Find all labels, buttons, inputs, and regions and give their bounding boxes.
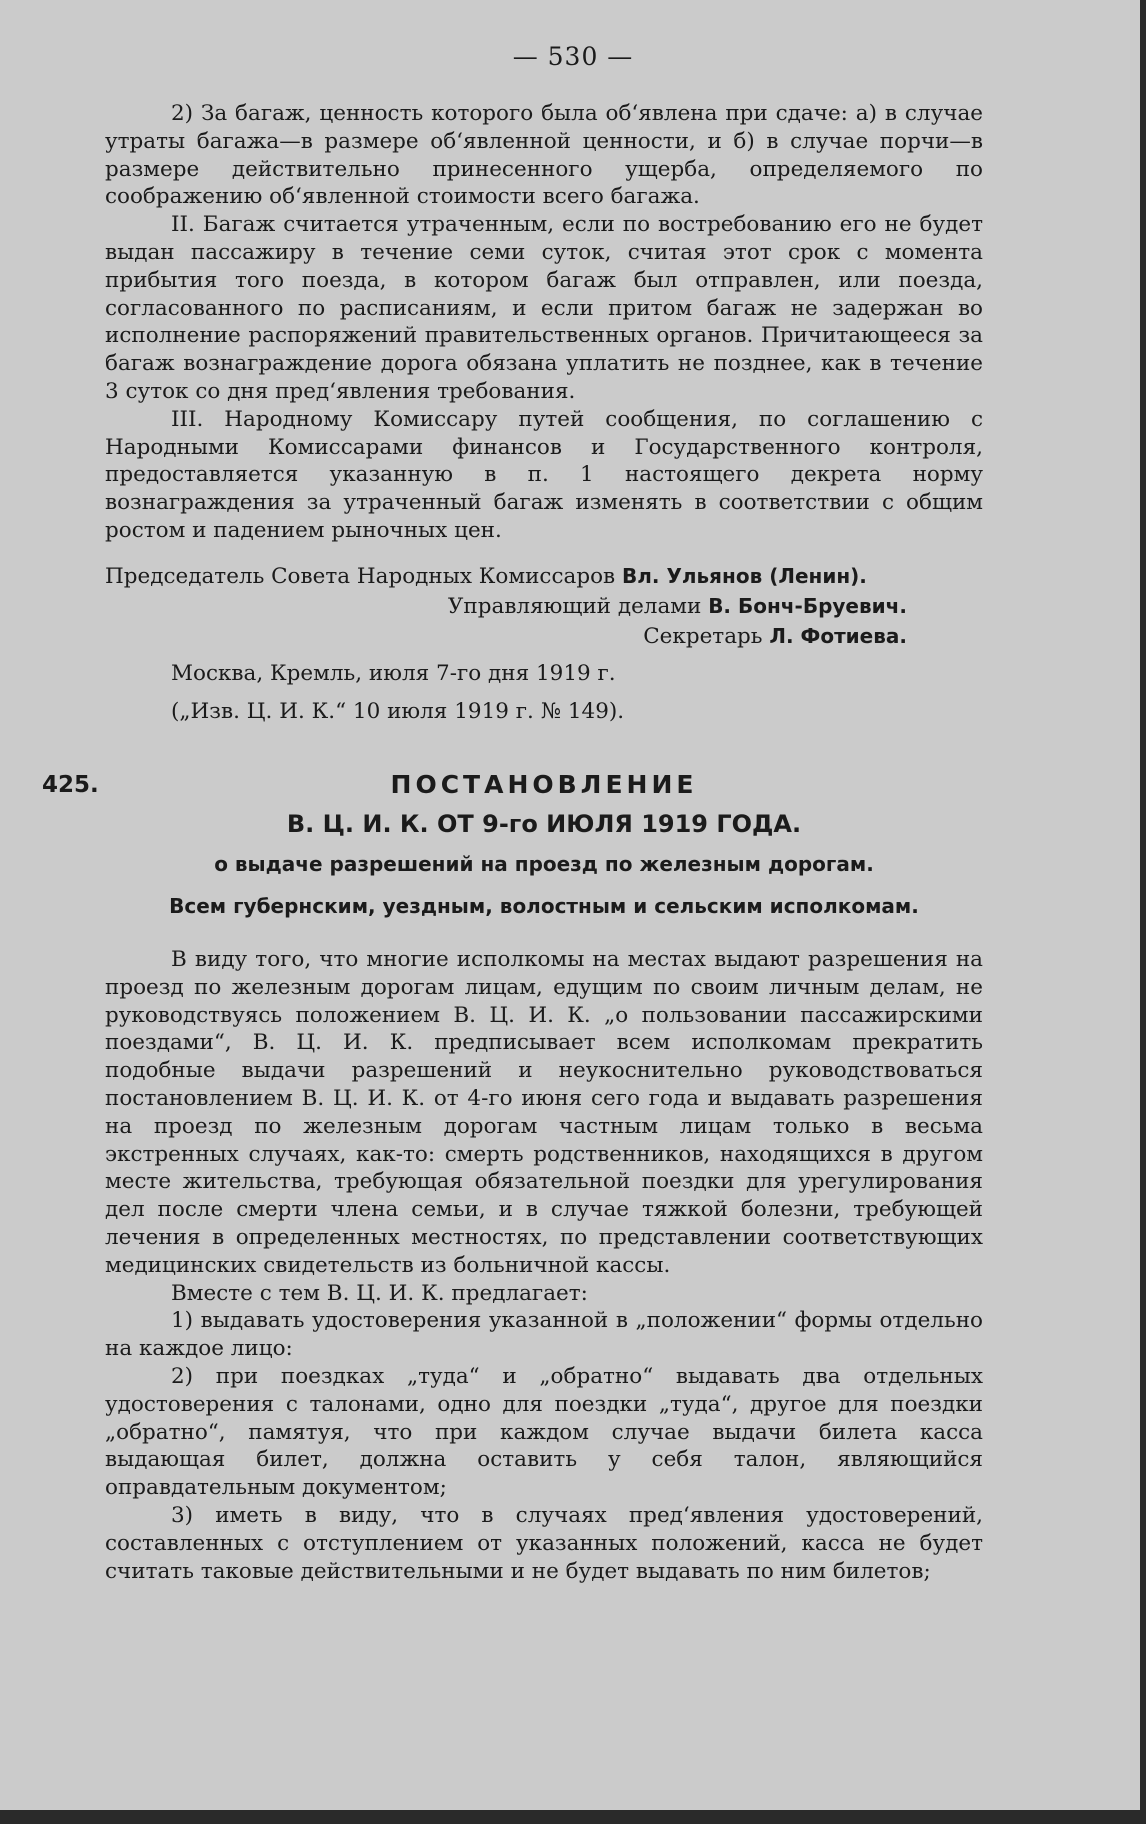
signature-secretary bbox=[643, 622, 907, 651]
manager-name: В. Бонч-Бруевич. bbox=[708, 594, 907, 618]
source-reference: („Изв. Ц. И. К.“ 10 июля 1919 г. № 149). bbox=[171, 699, 625, 724]
paragraph-baggage-value: 2) За багаж, ценность которого была об‘явлена при сдаче: а) в случае утраты багажа—в размере об‘явленной ценности, и б) в случае порчи—в размере действительно принесенного ущерба, определяемого по соображению об‘явленной стоимости всего багажа. bbox=[105, 101, 983, 210]
resolution-title: ПОСТАНОВЛЕНИЕ bbox=[390, 770, 698, 799]
resolution-body bbox=[105, 946, 983, 1585]
paragraph-item-2: 2) при поездках „туда“ и „обратно“ выдавать два отдельных удостоверения с талонами, одно для поездки „туда“, другое для поездки „обратно“, памятуя, что при каждом случае выдачи билета касса выдающая билет, должна оставить у себя талон, являющийся оправдательным документом; bbox=[105, 1363, 983, 1501]
paragraph-item-1: 1) выдавать удостоверения указанной в „положении“ формы отдельно на каждое лицо: bbox=[105, 1308, 983, 1362]
document-number: 425. bbox=[42, 772, 99, 798]
signature-chair bbox=[105, 562, 867, 591]
chair-title: Председатель Совета Народных Комиссаров bbox=[105, 564, 616, 589]
paragraph-baggage-lost: II. Багаж считается утраченным, если по востребованию его не будет выдан пассажиру в течение семи суток, считая этот срок с момента прибытия того поезда, в котором багаж был отправлен, или поезда, согласованного по расписаниям, и если притом багаж не задержан во исполнение распоряжений правительственных органов. Причитающееся за багаж вознаграждение дорога обязана уплатить не позднее, как в течение 3 суток со дня пред‘явления требования. bbox=[105, 212, 983, 404]
manager-title: Управляющий делами bbox=[447, 594, 702, 619]
paragraph-preamble: В виду того, что многие исполкомы на местах выдают разрешения на проезд по железным дорогам лицам, едущим по своим личным делам, не руководствуясь положением В. Ц. И. К. „о пользовании пассажирскими поездами“, В. Ц. И. К. предписывает всем исполкомам прекратить подобные выдачи разрешений и неукоснительно руководствоваться постановлением В. Ц. И. К. от 4-го июня сего года и выдавать разрешения на проезд по железным дорогам частным лицам только в весьма экстренных случаях, как-то: смерть родственников, находящихся в другом месте жительства, требующая обязательной поездки для урегулирования дел после смерти члена семьи, и в случае тяжкой болезни, требующей лечения в определенных местностях, по представлении соответствующих медицинских свидетельств из больничной кассы. bbox=[105, 947, 983, 1278]
secretary-name: Л. Фотиева. bbox=[769, 624, 907, 648]
paragraph-proposes: Вместе с тем В. Ц. И. К. предлагает: bbox=[171, 1280, 588, 1306]
signature-manager bbox=[448, 592, 907, 621]
place-date: Москва, Кремль, июля 7-го дня 1919 г. bbox=[171, 661, 616, 686]
secretary-title: Секретарь bbox=[643, 624, 763, 649]
paragraph-item-3: 3) иметь в виду, что в случаях пред‘явления удостоверений, составленных с отступлением от указанных положений, касса не будет считать таковые действительными и не будет выдавать по ним билетов; bbox=[105, 1502, 983, 1584]
paragraph-commissar-norm: III. Народному Комиссару путей сообщения, по соглашению с Народными Комиссарами финансов и Государственного контроля, предоставляется указанную в п. 1 настоящего декрета норму вознаграждения за утраченный багаж изменять в соответствии с общим ростом и падением рыночных цен. bbox=[105, 406, 983, 543]
resolution-addressees: Всем губернским, уездным, волостным и сельским исполкомам. bbox=[169, 894, 919, 918]
page-number: — 530 — bbox=[512, 42, 634, 71]
chair-name: Вл. Ульянов (Ленин). bbox=[622, 564, 867, 588]
resolution-topic: о выдаче разрешений на проезд по железным дорогам. bbox=[214, 852, 874, 876]
decree-continuation bbox=[105, 100, 983, 545]
resolution-subtitle: В. Ц. И. К. ОТ 9-го ИЮЛЯ 1919 ГОДА. bbox=[286, 810, 802, 838]
